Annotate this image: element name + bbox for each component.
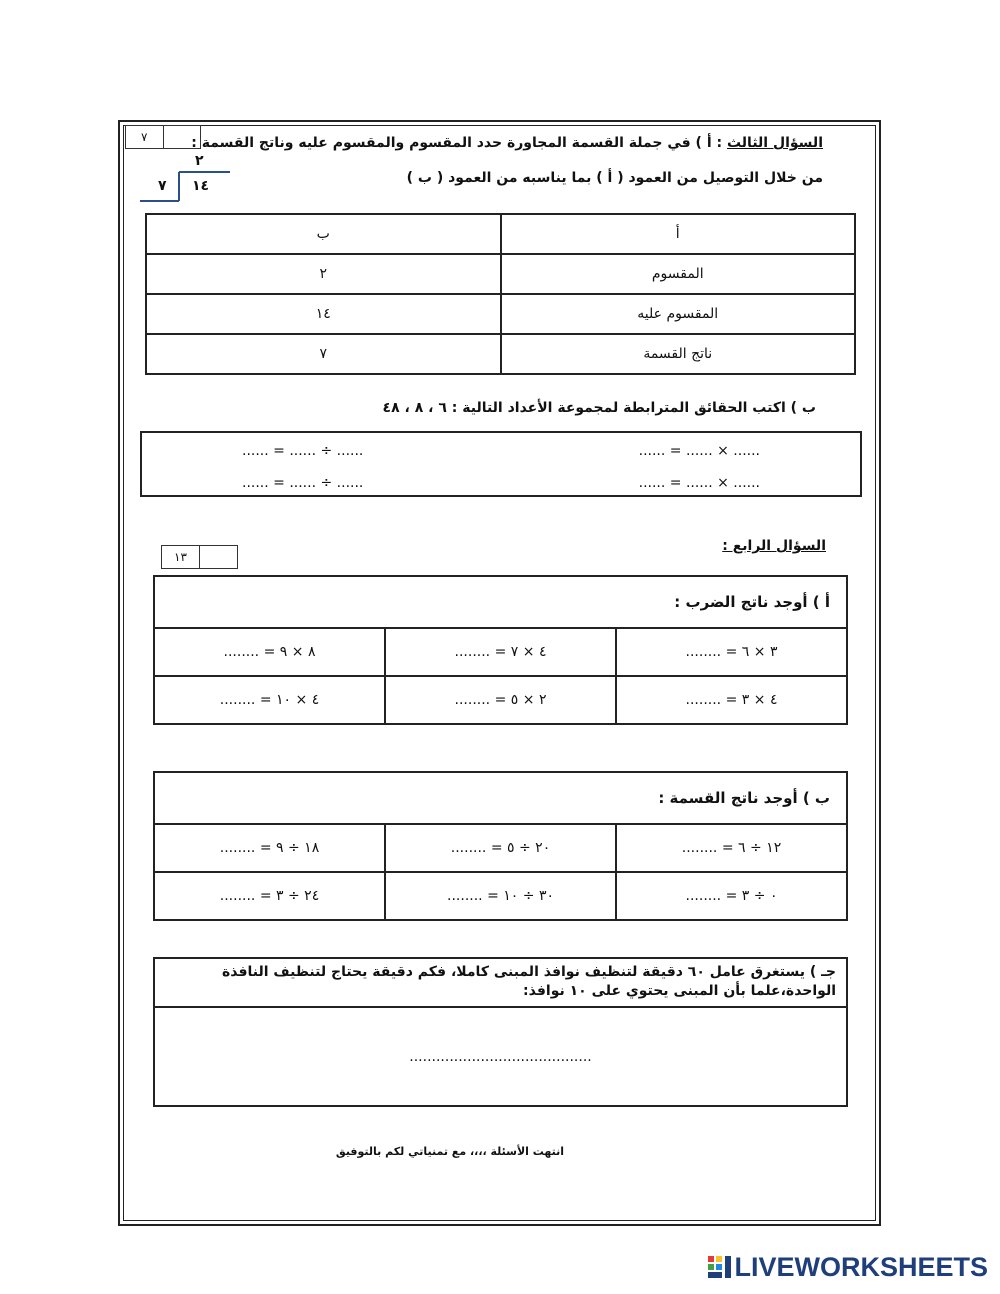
q3-part-b-heading: ب ) اكتب الحقائق المترابطة لمجموعة الأعداد التالية : ٦ ، ٨ ، ٤٨ — [382, 400, 816, 416]
fact-multiplication-1[interactable]: ...... × ...... = ...... — [638, 443, 760, 459]
q4-title: السؤال الرابع : — [722, 538, 826, 554]
division-problem[interactable]: ١٢ ÷ ٦ = ........ — [616, 824, 847, 872]
multiplication-problem[interactable]: ٢ × ٥ = ........ — [385, 676, 616, 724]
division-divisor: ٧ — [158, 178, 167, 194]
q4-score-max: ١٣ — [162, 546, 200, 568]
division-problem[interactable]: ٢٤ ÷ ٣ = ........ — [154, 872, 385, 920]
column-b-cell[interactable]: ١٤ — [146, 294, 501, 334]
q3-score-box — [125, 125, 201, 149]
q3-title-text: : أ ) في جملة القسمة المجاورة حدد المقسوم والمقسوم عليه وناتج القسمة : — [191, 135, 723, 151]
fact-multiplication-2[interactable]: ...... × ...... = ...... — [638, 475, 760, 491]
multiplication-heading-row — [154, 576, 847, 628]
multiplication-problem[interactable]: ٤ × ٣ = ........ — [616, 676, 847, 724]
fact-division-2[interactable]: ...... ÷ ...... = ...... — [242, 475, 364, 491]
division-table — [153, 771, 848, 921]
word-problem-box — [153, 957, 848, 1107]
table-row — [154, 872, 847, 920]
division-problem[interactable]: ١٨ ÷ ٩ = ........ — [154, 824, 385, 872]
matching-table — [145, 213, 856, 375]
column-b-cell[interactable]: ٧ — [146, 334, 501, 374]
division-bracket — [135, 152, 245, 207]
q3-score-max: ٧ — [126, 126, 164, 148]
q4-score-box — [161, 545, 238, 569]
multiplication-heading: أ ) أوجد ناتج الضرب : — [154, 576, 847, 628]
fact-division-1[interactable]: ...... ÷ ...... = ...... — [242, 443, 364, 459]
division-problem[interactable]: ٢٠ ÷ ٥ = ........ — [385, 824, 616, 872]
table-row — [154, 676, 847, 724]
table-row — [146, 254, 855, 294]
multiplication-problem[interactable]: ٣ × ٦ = ........ — [616, 628, 847, 676]
column-a-cell[interactable]: المقسوم — [501, 254, 856, 294]
word-problem-answer-line[interactable]: ......................................... — [409, 1049, 592, 1065]
matching-header-row — [146, 214, 855, 254]
column-a-cell[interactable]: المقسوم عليه — [501, 294, 856, 334]
column-b-cell[interactable]: ٢ — [146, 254, 501, 294]
multiplication-problem[interactable]: ٤ × ١٠ = ........ — [154, 676, 385, 724]
division-problem[interactable]: ٣٠ ÷ ١٠ = ........ — [385, 872, 616, 920]
q3-instruction: من خلال التوصيل من العمود ( أ ) بما يناسبه من العمود ( ب ) — [406, 170, 823, 186]
liveworksheets-logo-icon — [708, 1256, 732, 1280]
footer-note: انتهت الأسئلة ،،،، مع تمنياتي لكم بالتوفيق — [335, 1145, 565, 1158]
q4-score-entry[interactable] — [200, 546, 237, 568]
column-a-cell[interactable]: ناتج القسمة — [501, 334, 856, 374]
division-quotient: ٢ — [195, 153, 204, 169]
liveworksheets-logo — [708, 1252, 988, 1283]
division-heading: ب ) أوجد ناتج القسمة : — [154, 772, 847, 824]
table-row — [154, 824, 847, 872]
column-b-header: ب — [146, 214, 501, 254]
multiplication-problem[interactable]: ٤ × ٧ = ........ — [385, 628, 616, 676]
liveworksheets-logo-text: LIVEWORKSHEETS — [734, 1252, 988, 1282]
multiplication-table — [153, 575, 848, 725]
q3-title — [191, 135, 823, 151]
related-facts-box — [140, 431, 862, 497]
division-dividend: ١٤ — [192, 178, 210, 194]
word-problem-question: جـ ) يستغرق عامل ٦٠ دقيقة لتنظيف نوافذ المبنى كاملا، فكم دقيقة يحتاج لتنظيف النافذة الواحدة،علما بأن المبنى يحتوي على ١٠ نوافذ: — [155, 959, 846, 1008]
division-heading-row — [154, 772, 847, 824]
table-row — [146, 334, 855, 374]
table-row — [146, 294, 855, 334]
multiplication-problem[interactable]: ٨ × ٩ = ........ — [154, 628, 385, 676]
q3-title-label: السؤال الثالث — [726, 135, 823, 151]
division-problem[interactable]: ٠ ÷ ٣ = ........ — [616, 872, 847, 920]
table-row — [154, 628, 847, 676]
column-a-header: أ — [501, 214, 856, 254]
